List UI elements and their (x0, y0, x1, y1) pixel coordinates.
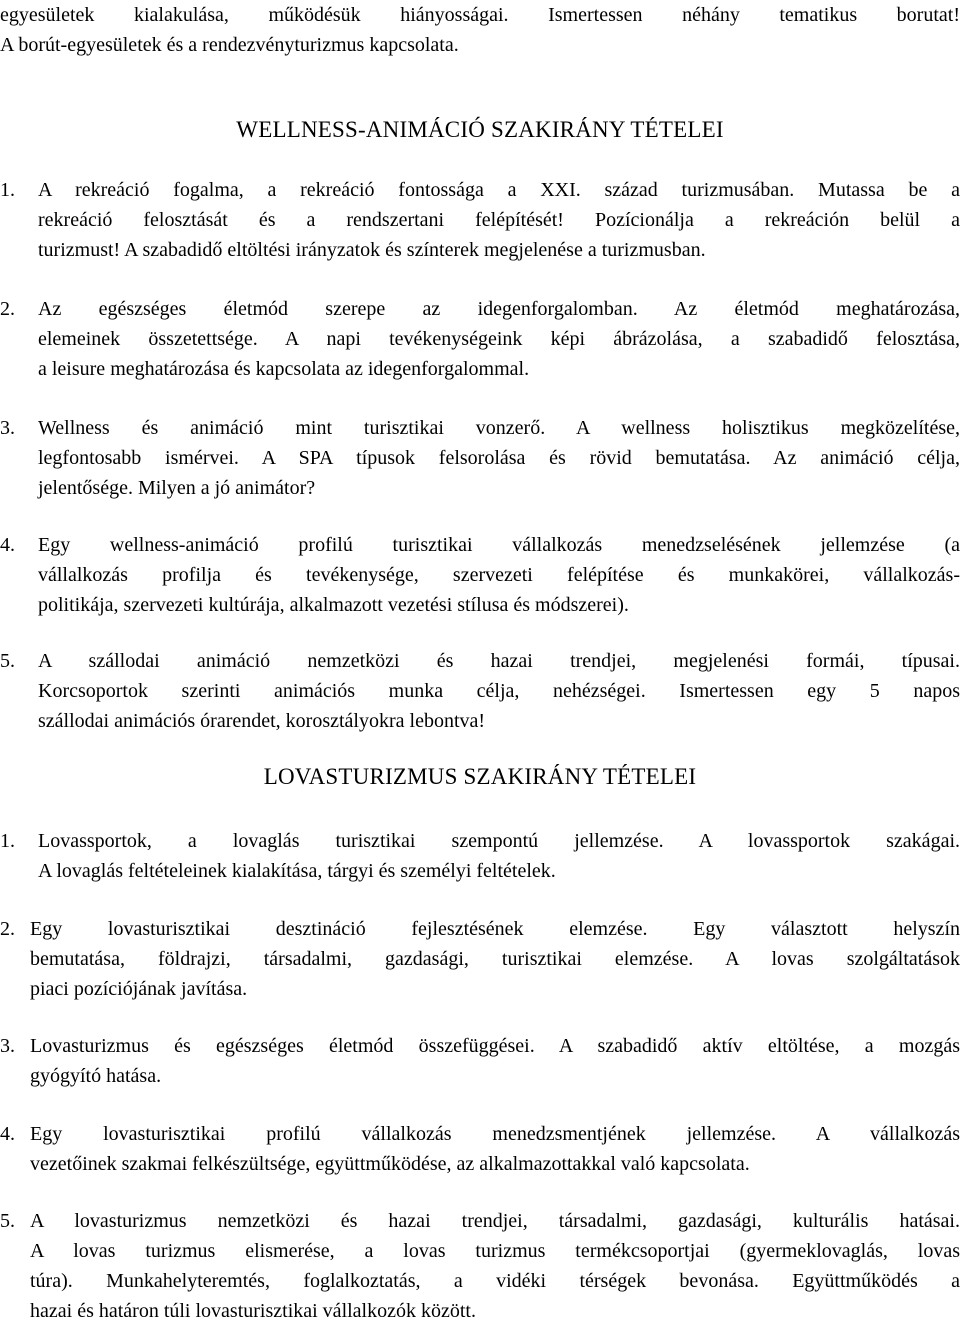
item-line: Az egészséges életmód szerepe az idegenforgalomban. Az életmód meghatározása, (38, 298, 960, 320)
intro-line: A borút-egyesületek és a rendezvényturizmus kapcsolata. (0, 34, 459, 56)
item-line: Egy lovasturisztikai desztináció fejlesztésének elemzése. Egy választott helyszín (30, 918, 960, 940)
item-line: elemeinek összetettsége. A napi tevékenységeink képi ábrázolása, a szabadidő felosztása, (38, 328, 960, 350)
item-line: jelentősége. Milyen a jó animátor? (38, 477, 316, 499)
item-number: 3. (0, 1035, 15, 1057)
item-line: szállodai animációs órarendet, korosztályokra lebontva! (38, 710, 486, 732)
item-line: a leisure meghatározása és kapcsolata az idegenforgalommal. (38, 358, 530, 380)
item-number: 2. (0, 918, 15, 940)
item-number: 2. (0, 298, 15, 320)
item-line: piaci pozíciójának javítása. (30, 978, 248, 1000)
item-line: vezetőinek szakmai felkészültsége, együttműködése, az alkalmazottakkal való kapcsolata. (30, 1153, 750, 1175)
item-number: 1. (0, 830, 15, 852)
item-line: bemutatása, földrajzi, társadalmi, gazdasági, turisztikai elemzése. A lovas szolgáltatások (30, 948, 960, 970)
item-line: Lovasturizmus és egészséges életmód összefüggései. A szabadidő aktív eltöltése, a mozgás (30, 1035, 960, 1057)
item-line: A rekreáció fogalma, a rekreáció fontossága a XXI. század turizmusában. Mutassa be a (38, 179, 960, 201)
item-line: A lovasturizmus nemzetközi és hazai trendjei, társadalmi, gazdasági, kulturális hatásai. (30, 1210, 960, 1232)
intro-line: egyesületek kialakulása, működésük hiányosságai. Ismertessen néhány tematikus borutat! (0, 4, 960, 26)
item-line: vállalkozás profilja és tevékenysége, szervezeti felépítése és munkakörei, vállalkozás- (38, 564, 960, 586)
item-line: Korcsoportok szerinti animációs munka célja, nehézségei. Ismertessen egy 5 napos (38, 680, 960, 702)
item-number: 4. (0, 1123, 15, 1145)
item-line: gyógyító hatása. (30, 1065, 162, 1087)
item-line: Wellness és animáció mint turisztikai vonzerő. A wellness holisztikus megközelítése, (38, 417, 960, 439)
item-line: A lovas turizmus elismerése, a lovas turizmus termékcsoportjai (gyermeklovaglás, lovas (30, 1240, 960, 1262)
item-number: 1. (0, 179, 15, 201)
item-line: Lovassportok, a lovaglás turisztikai szempontú jellemzése. A lovassportok szakágai. (38, 830, 960, 852)
item-number: 5. (0, 650, 15, 672)
item-number: 4. (0, 534, 15, 556)
item-line: turizmust! A szabadidő eltöltési irányzatok és színterek megjelenése a turizmusban. (38, 239, 706, 261)
item-line: rekreáció felosztását és a rendszertani felépítését! Pozícionálja a rekreáción belül a (38, 209, 960, 231)
item-number: 3. (0, 417, 15, 439)
wellness-section-heading: WELLNESS-ANIMÁCIÓ SZAKIRÁNY TÉTELEI (236, 117, 724, 142)
item-line: legfontosabb ismérvei. A SPA típusok felsorolása és rövid bemutatása. Az animáció célja, (38, 447, 960, 469)
item-line: túra). Munkahelyteremtés, foglalkoztatás, a vidéki térségek bevonása. Együttműködés a (30, 1270, 960, 1292)
item-line: hazai és határon túli lovasturisztikai vállalkozók között. (30, 1300, 476, 1322)
lovas-section-heading: LOVASTURIZMUS SZAKIRÁNY TÉTELEI (263, 764, 697, 789)
item-line: Egy lovasturisztikai profilú vállalkozás menedzsmentjének jellemzése. A vállalkozás (30, 1123, 960, 1145)
intro-paragraph (0, 0, 960, 60)
item-number: 5. (0, 1210, 15, 1232)
item-line: A lovaglás feltételeinek kialakítása, tárgyi és személyi feltételek. (38, 860, 556, 882)
item-line: A szállodai animáció nemzetközi és hazai trendjei, megjelenési formái, típusai. (38, 650, 960, 672)
item-line: politikája, szervezeti kultúrája, alkalmazott vezetési stílusa és módszerei). (38, 594, 629, 616)
item-line: Egy wellness-animáció profilú turisztikai vállalkozás menedzselésének jellemzése (a (38, 534, 960, 556)
